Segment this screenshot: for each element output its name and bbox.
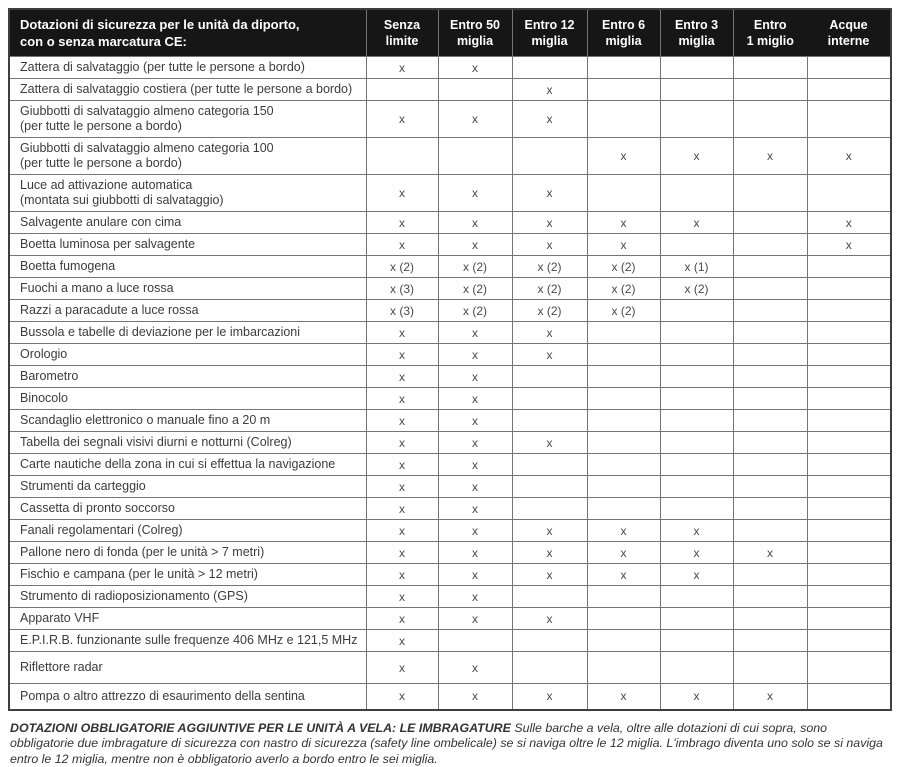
check-mark-cell: x bbox=[512, 79, 587, 101]
row-label: Giubbotti di salvataggio almeno categoria 100 (per tutte le persone a bordo) bbox=[9, 138, 366, 175]
check-mark-cell: x (2) bbox=[587, 278, 660, 300]
row-label: Tabella dei segnali visivi diurni e notturni (Colreg) bbox=[9, 432, 366, 454]
empty-cell bbox=[587, 432, 660, 454]
check-mark-cell: x bbox=[512, 564, 587, 586]
column-header-senza-limite: Senza limite bbox=[366, 9, 438, 57]
check-mark-cell: x bbox=[512, 542, 587, 564]
table-row bbox=[9, 79, 891, 101]
empty-cell bbox=[807, 322, 891, 344]
column-header-entro-6-miglia: Entro 6 miglia bbox=[587, 9, 660, 57]
empty-cell bbox=[807, 300, 891, 322]
check-mark-cell: x bbox=[587, 542, 660, 564]
check-mark-cell: x bbox=[366, 684, 438, 710]
check-mark-cell: x bbox=[438, 432, 512, 454]
check-mark-cell: x bbox=[366, 608, 438, 630]
column-header-entro-3-miglia: Entro 3 miglia bbox=[660, 9, 733, 57]
column-header-entro-12-miglia: Entro 12 miglia bbox=[512, 9, 587, 57]
check-mark-cell: x bbox=[807, 212, 891, 234]
empty-cell bbox=[807, 608, 891, 630]
row-label: Boetta fumogena bbox=[9, 256, 366, 278]
empty-cell bbox=[512, 388, 587, 410]
check-mark-cell: x bbox=[366, 57, 438, 79]
empty-cell bbox=[512, 476, 587, 498]
check-mark-cell: x bbox=[366, 520, 438, 542]
table-row bbox=[9, 608, 891, 630]
empty-cell bbox=[587, 366, 660, 388]
check-mark-cell: x bbox=[366, 322, 438, 344]
check-mark-cell: x bbox=[366, 476, 438, 498]
empty-cell bbox=[587, 79, 660, 101]
check-mark-cell: x bbox=[438, 608, 512, 630]
check-mark-cell: x bbox=[512, 234, 587, 256]
empty-cell bbox=[733, 57, 807, 79]
empty-cell bbox=[807, 630, 891, 652]
row-label: Boetta luminosa per salvagente bbox=[9, 234, 366, 256]
footnote bbox=[10, 721, 894, 767]
empty-cell bbox=[807, 454, 891, 476]
check-mark-cell: x bbox=[660, 520, 733, 542]
empty-cell bbox=[733, 234, 807, 256]
empty-cell bbox=[733, 256, 807, 278]
row-label: Orologio bbox=[9, 344, 366, 366]
table-row bbox=[9, 57, 891, 79]
row-label: Scandaglio elettronico o manuale fino a 20 m bbox=[9, 410, 366, 432]
check-mark-cell: x bbox=[366, 212, 438, 234]
table-row bbox=[9, 212, 891, 234]
empty-cell bbox=[733, 652, 807, 684]
check-mark-cell: x (2) bbox=[438, 278, 512, 300]
table-row bbox=[9, 630, 891, 652]
table-row bbox=[9, 388, 891, 410]
check-mark-cell: x bbox=[438, 454, 512, 476]
empty-cell bbox=[660, 300, 733, 322]
check-mark-cell: x bbox=[438, 322, 512, 344]
empty-cell bbox=[660, 608, 733, 630]
empty-cell bbox=[733, 520, 807, 542]
empty-cell bbox=[733, 300, 807, 322]
empty-cell bbox=[660, 476, 733, 498]
check-mark-cell: x bbox=[587, 564, 660, 586]
check-mark-cell: x bbox=[438, 586, 512, 608]
column-header-acque-interne: Acque interne bbox=[807, 9, 891, 57]
check-mark-cell: x bbox=[438, 476, 512, 498]
empty-cell bbox=[733, 388, 807, 410]
check-mark-cell: x bbox=[660, 684, 733, 710]
empty-cell bbox=[660, 175, 733, 212]
check-mark-cell: x (2) bbox=[438, 300, 512, 322]
check-mark-cell: x (2) bbox=[587, 300, 660, 322]
empty-cell bbox=[587, 608, 660, 630]
check-mark-cell: x bbox=[366, 498, 438, 520]
empty-cell bbox=[660, 630, 733, 652]
row-label: Giubbotti di salvataggio almeno categoria 150 (per tutte le persone a bordo) bbox=[9, 101, 366, 138]
empty-cell bbox=[660, 432, 733, 454]
check-mark-cell: x bbox=[438, 234, 512, 256]
empty-cell bbox=[733, 608, 807, 630]
check-mark-cell: x bbox=[366, 234, 438, 256]
empty-cell bbox=[587, 586, 660, 608]
empty-cell bbox=[807, 520, 891, 542]
table-title bbox=[9, 9, 366, 57]
check-mark-cell: x bbox=[512, 520, 587, 542]
check-mark-cell: x bbox=[512, 175, 587, 212]
row-label: Pompa o altro attrezzo di esaurimento della sentina bbox=[9, 684, 366, 710]
row-label: Strumenti da carteggio bbox=[9, 476, 366, 498]
empty-cell bbox=[587, 652, 660, 684]
check-mark-cell: x bbox=[366, 454, 438, 476]
empty-cell bbox=[660, 101, 733, 138]
empty-cell bbox=[807, 432, 891, 454]
empty-cell bbox=[733, 322, 807, 344]
check-mark-cell: x bbox=[512, 432, 587, 454]
empty-cell bbox=[807, 586, 891, 608]
check-mark-cell: x bbox=[733, 684, 807, 710]
check-mark-cell: x bbox=[587, 212, 660, 234]
empty-cell bbox=[438, 630, 512, 652]
check-mark-cell: x bbox=[438, 652, 512, 684]
empty-cell bbox=[438, 138, 512, 175]
check-mark-cell: x bbox=[366, 410, 438, 432]
empty-cell bbox=[807, 476, 891, 498]
empty-cell bbox=[807, 256, 891, 278]
empty-cell bbox=[660, 322, 733, 344]
check-mark-cell: x bbox=[587, 520, 660, 542]
row-label: Fischio e campana (per le unità > 12 metri) bbox=[9, 564, 366, 586]
empty-cell bbox=[660, 652, 733, 684]
empty-cell bbox=[512, 630, 587, 652]
empty-cell bbox=[807, 175, 891, 212]
empty-cell bbox=[660, 79, 733, 101]
check-mark-cell: x bbox=[512, 344, 587, 366]
empty-cell bbox=[807, 79, 891, 101]
check-mark-cell: x bbox=[366, 101, 438, 138]
check-mark-cell: x bbox=[366, 175, 438, 212]
check-mark-cell: x bbox=[366, 344, 438, 366]
check-mark-cell: x bbox=[512, 101, 587, 138]
empty-cell bbox=[733, 410, 807, 432]
row-label: Cassetta di pronto soccorso bbox=[9, 498, 366, 520]
check-mark-cell: x bbox=[366, 586, 438, 608]
row-label: Salvagente anulare con cima bbox=[9, 212, 366, 234]
table-row bbox=[9, 322, 891, 344]
check-mark-cell: x bbox=[587, 138, 660, 175]
row-label: E.P.I.R.B. funzionante sulle frequenze 406 MHz e 121,5 MHz bbox=[9, 630, 366, 652]
check-mark-cell: x bbox=[512, 212, 587, 234]
table-header-row bbox=[9, 9, 891, 57]
check-mark-cell: x bbox=[366, 630, 438, 652]
empty-cell bbox=[733, 432, 807, 454]
empty-cell bbox=[807, 388, 891, 410]
check-mark-cell: x bbox=[512, 608, 587, 630]
empty-cell bbox=[587, 454, 660, 476]
table-row bbox=[9, 234, 891, 256]
row-label: Bussola e tabelle di deviazione per le imbarcazioni bbox=[9, 322, 366, 344]
empty-cell bbox=[733, 630, 807, 652]
footnote-title: DOTAZIONI OBBLIGATORIE AGGIUNTIVE PER LE UNITÀ A VELA: LE IMBRAGATURE bbox=[10, 721, 511, 735]
check-mark-cell: x bbox=[438, 101, 512, 138]
row-label: Pallone nero di fonda (per le unità > 7 metri) bbox=[9, 542, 366, 564]
check-mark-cell: x bbox=[438, 344, 512, 366]
empty-cell bbox=[807, 564, 891, 586]
empty-cell bbox=[512, 498, 587, 520]
row-label: Zattera di salvataggio (per tutte le persone a bordo) bbox=[9, 57, 366, 79]
row-label: Fanali regolamentari (Colreg) bbox=[9, 520, 366, 542]
empty-cell bbox=[660, 344, 733, 366]
column-header-entro-1-miglio: Entro 1 miglio bbox=[733, 9, 807, 57]
check-mark-cell: x bbox=[366, 432, 438, 454]
row-label: Fuochi a mano a luce rossa bbox=[9, 278, 366, 300]
empty-cell bbox=[660, 366, 733, 388]
check-mark-cell: x bbox=[438, 410, 512, 432]
check-mark-cell: x bbox=[660, 564, 733, 586]
check-mark-cell: x bbox=[438, 684, 512, 710]
table-row bbox=[9, 410, 891, 432]
check-mark-cell: x bbox=[512, 322, 587, 344]
check-mark-cell: x bbox=[438, 212, 512, 234]
check-mark-cell: x bbox=[438, 175, 512, 212]
empty-cell bbox=[512, 652, 587, 684]
row-label: Binocolo bbox=[9, 388, 366, 410]
check-mark-cell: x bbox=[438, 57, 512, 79]
empty-cell bbox=[587, 57, 660, 79]
empty-cell bbox=[366, 138, 438, 175]
empty-cell bbox=[587, 630, 660, 652]
table-row bbox=[9, 175, 891, 212]
empty-cell bbox=[807, 498, 891, 520]
check-mark-cell: x bbox=[587, 234, 660, 256]
row-label: Barometro bbox=[9, 366, 366, 388]
table-row bbox=[9, 432, 891, 454]
check-mark-cell: x bbox=[733, 138, 807, 175]
check-mark-cell: x bbox=[660, 138, 733, 175]
empty-cell bbox=[733, 344, 807, 366]
empty-cell bbox=[587, 476, 660, 498]
table-row bbox=[9, 586, 891, 608]
table-row bbox=[9, 454, 891, 476]
footnote-body: Sulle barche a vela, oltre alle dotazioni di cui sopra, sono obbligatorie due imbragature di sicurezza con nastro di sicurezza (safety line ombelicale) se si naviga oltre le 12 miglia. L'imbrago diventa uno solo se si naviga entro le 12 miglia, mentre non è obbligatorio averlo a bordo entro le sei miglia. bbox=[10, 721, 883, 766]
empty-cell bbox=[807, 57, 891, 79]
check-mark-cell: x bbox=[438, 366, 512, 388]
empty-cell bbox=[660, 234, 733, 256]
empty-cell bbox=[587, 388, 660, 410]
check-mark-cell: x bbox=[438, 498, 512, 520]
table-row bbox=[9, 278, 891, 300]
row-label: Zattera di salvataggio costiera (per tutte le persone a bordo) bbox=[9, 79, 366, 101]
empty-cell bbox=[660, 57, 733, 79]
empty-cell bbox=[733, 586, 807, 608]
check-mark-cell: x bbox=[438, 388, 512, 410]
empty-cell bbox=[512, 138, 587, 175]
empty-cell bbox=[807, 366, 891, 388]
empty-cell bbox=[807, 684, 891, 710]
empty-cell bbox=[587, 175, 660, 212]
check-mark-cell: x bbox=[438, 542, 512, 564]
check-mark-cell: x bbox=[660, 542, 733, 564]
empty-cell bbox=[660, 454, 733, 476]
check-mark-cell: x bbox=[587, 684, 660, 710]
check-mark-cell: x bbox=[807, 138, 891, 175]
check-mark-cell: x bbox=[366, 542, 438, 564]
empty-cell bbox=[733, 476, 807, 498]
empty-cell bbox=[366, 79, 438, 101]
empty-cell bbox=[587, 101, 660, 138]
empty-cell bbox=[807, 344, 891, 366]
check-mark-cell: x bbox=[366, 564, 438, 586]
check-mark-cell: x bbox=[366, 652, 438, 684]
empty-cell bbox=[733, 564, 807, 586]
table-row bbox=[9, 366, 891, 388]
empty-cell bbox=[660, 410, 733, 432]
check-mark-cell: x (2) bbox=[512, 300, 587, 322]
table-row bbox=[9, 344, 891, 366]
table-row bbox=[9, 652, 891, 684]
table-row bbox=[9, 498, 891, 520]
table-row bbox=[9, 476, 891, 498]
table-title-line2: con o senza marcatura CE: bbox=[20, 33, 360, 50]
empty-cell bbox=[660, 586, 733, 608]
table-row bbox=[9, 101, 891, 138]
empty-cell bbox=[587, 322, 660, 344]
empty-cell bbox=[733, 278, 807, 300]
column-header-entro-50-miglia: Entro 50 miglia bbox=[438, 9, 512, 57]
empty-cell bbox=[512, 454, 587, 476]
check-mark-cell: x (2) bbox=[512, 256, 587, 278]
empty-cell bbox=[807, 542, 891, 564]
check-mark-cell: x (3) bbox=[366, 300, 438, 322]
empty-cell bbox=[807, 278, 891, 300]
row-label: Luce ad attivazione automatica (montata sui giubbotti di salvataggio) bbox=[9, 175, 366, 212]
check-mark-cell: x (2) bbox=[660, 278, 733, 300]
check-mark-cell: x bbox=[366, 366, 438, 388]
check-mark-cell: x bbox=[366, 388, 438, 410]
safety-equipment-table bbox=[8, 8, 892, 711]
table-row bbox=[9, 300, 891, 322]
empty-cell bbox=[512, 366, 587, 388]
empty-cell bbox=[733, 366, 807, 388]
empty-cell bbox=[512, 586, 587, 608]
row-label: Razzi a paracadute a luce rossa bbox=[9, 300, 366, 322]
check-mark-cell: x (2) bbox=[438, 256, 512, 278]
check-mark-cell: x (2) bbox=[587, 256, 660, 278]
row-label: Apparato VHF bbox=[9, 608, 366, 630]
check-mark-cell: x bbox=[512, 684, 587, 710]
empty-cell bbox=[807, 410, 891, 432]
check-mark-cell: x bbox=[733, 542, 807, 564]
empty-cell bbox=[733, 454, 807, 476]
empty-cell bbox=[733, 212, 807, 234]
row-label: Riflettore radar bbox=[9, 652, 366, 684]
table-row bbox=[9, 256, 891, 278]
check-mark-cell: x bbox=[438, 564, 512, 586]
table-title-line1: Dotazioni di sicurezza per le unità da diporto, bbox=[20, 16, 360, 33]
table-row bbox=[9, 564, 891, 586]
check-mark-cell: x bbox=[807, 234, 891, 256]
row-label: Strumento di radioposizionamento (GPS) bbox=[9, 586, 366, 608]
row-label: Carte nautiche della zona in cui si effettua la navigazione bbox=[9, 454, 366, 476]
check-mark-cell: x (3) bbox=[366, 278, 438, 300]
empty-cell bbox=[438, 79, 512, 101]
empty-cell bbox=[733, 175, 807, 212]
check-mark-cell: x (2) bbox=[512, 278, 587, 300]
empty-cell bbox=[733, 101, 807, 138]
empty-cell bbox=[512, 410, 587, 432]
empty-cell bbox=[512, 57, 587, 79]
check-mark-cell: x (1) bbox=[660, 256, 733, 278]
empty-cell bbox=[807, 652, 891, 684]
empty-cell bbox=[587, 410, 660, 432]
table-row bbox=[9, 684, 891, 710]
table-row bbox=[9, 520, 891, 542]
table-row bbox=[9, 138, 891, 175]
check-mark-cell: x bbox=[660, 212, 733, 234]
check-mark-cell: x (2) bbox=[366, 256, 438, 278]
empty-cell bbox=[660, 388, 733, 410]
empty-cell bbox=[807, 101, 891, 138]
empty-cell bbox=[733, 79, 807, 101]
empty-cell bbox=[587, 344, 660, 366]
empty-cell bbox=[660, 498, 733, 520]
check-mark-cell: x bbox=[438, 520, 512, 542]
empty-cell bbox=[733, 498, 807, 520]
empty-cell bbox=[587, 498, 660, 520]
table-row bbox=[9, 542, 891, 564]
